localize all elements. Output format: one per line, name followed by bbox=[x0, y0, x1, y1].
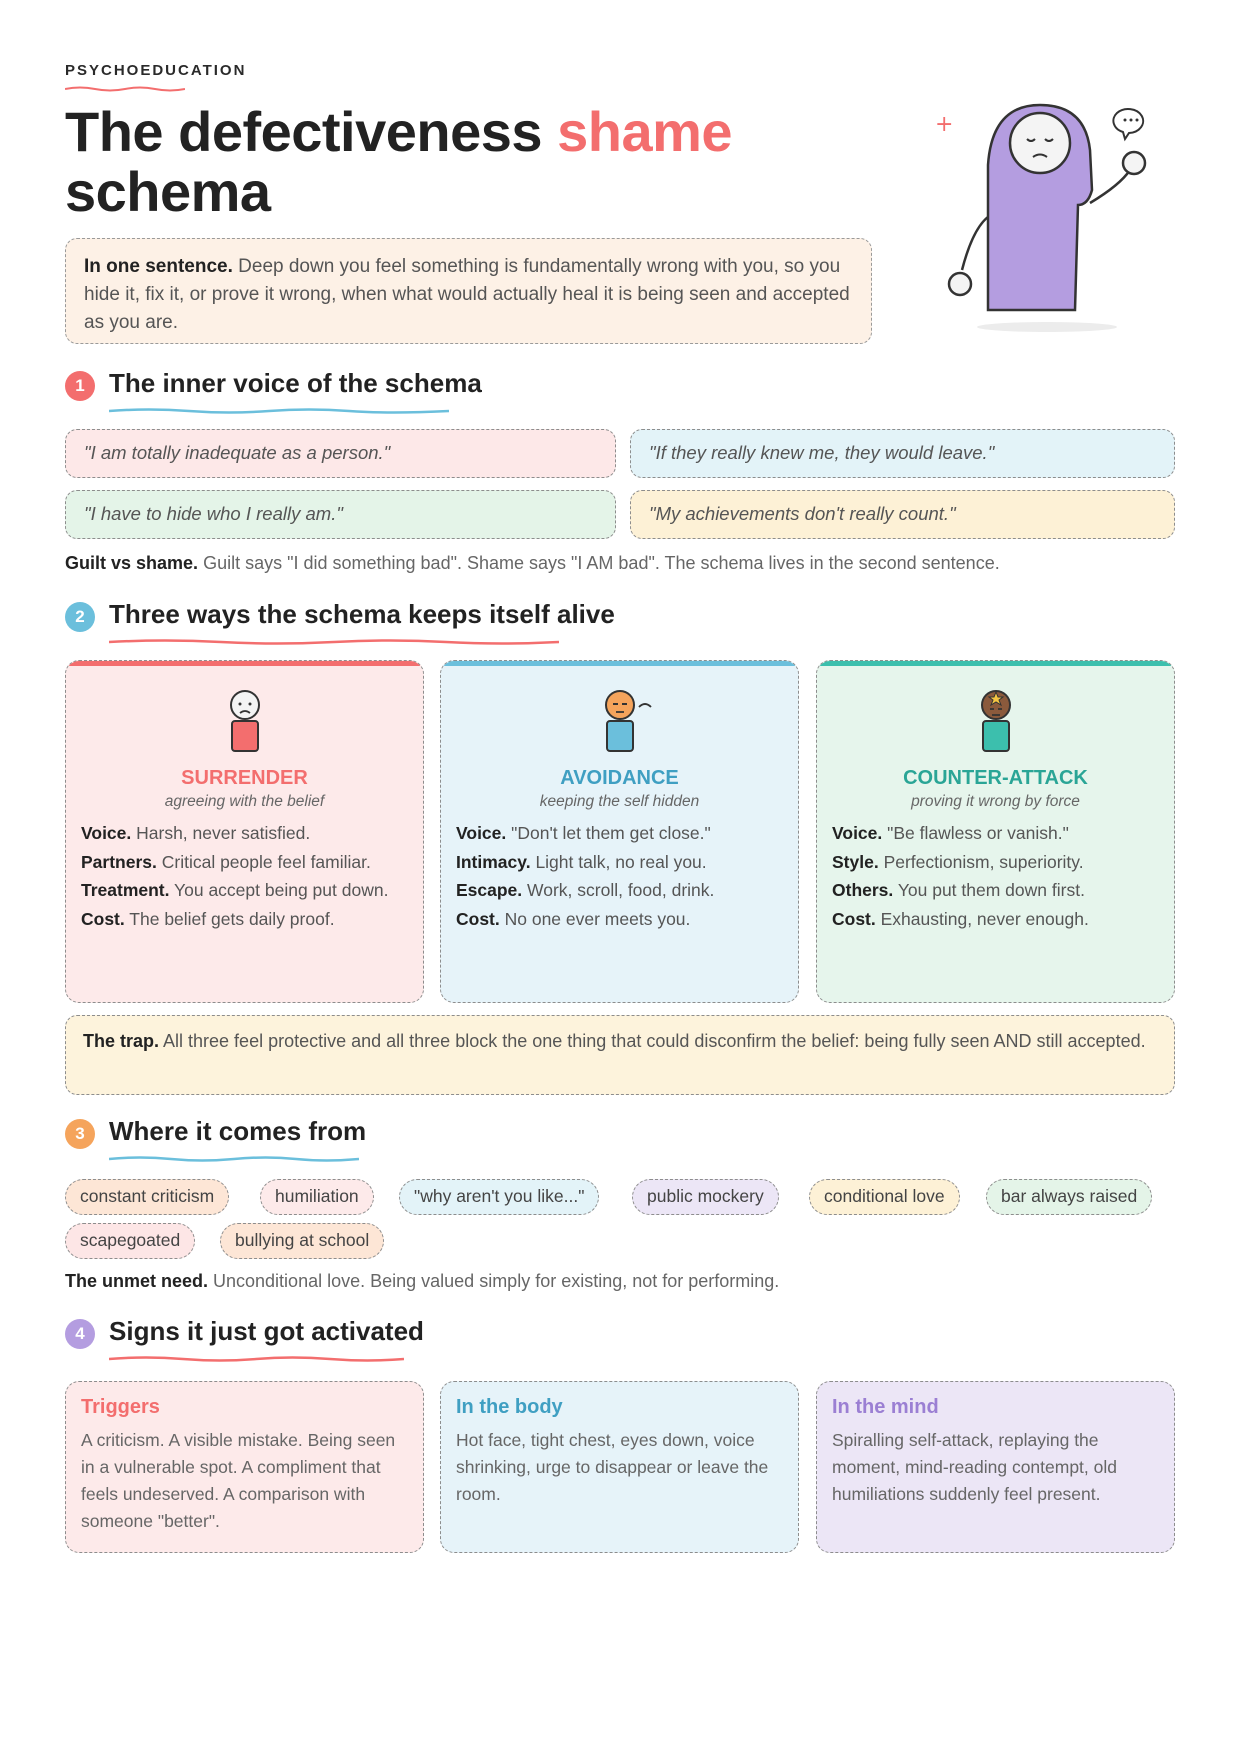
card-accent-bar bbox=[441, 661, 798, 666]
unmet-need-note: The unmet need. Unconditional love. Being valued simply for existing, not for performing. bbox=[65, 1271, 780, 1291]
mode-title: SURRENDER bbox=[181, 767, 308, 789]
sign-text: A criticism. A visible mistake. Being seen in a vulnerable spot. A compliment that feels undeserved. A comparison with someone "better". bbox=[81, 1430, 396, 1531]
mode-row: Style. Perfectionism, superiority. bbox=[832, 851, 1084, 872]
summary-text: Deep down you feel something is fundamentally wrong with you, so you hide it, fix it, or prove it wrong, when what would actually heal it is being seen and accepted as you are. bbox=[84, 256, 850, 333]
mode-row: Partners. Critical people feel familiar. bbox=[81, 851, 371, 872]
card-accent-bar bbox=[817, 661, 1174, 666]
mode-card-counter-attack bbox=[816, 660, 1175, 1003]
section-underline bbox=[109, 1354, 404, 1364]
summary-box bbox=[65, 238, 872, 344]
belief-quote: "I am totally inadequate as a person." bbox=[65, 429, 616, 478]
origin-chip: conditional love bbox=[809, 1179, 960, 1215]
page-title: The defectiveness shame schema bbox=[65, 100, 733, 223]
mode-row: Cost. The belief gets daily proof. bbox=[81, 908, 335, 929]
sign-card-triggers bbox=[65, 1381, 424, 1553]
section-title: Where it comes from bbox=[109, 1116, 367, 1146]
mode-row: Treatment. You accept being put down. bbox=[81, 880, 389, 900]
origin-chip: bar always raised bbox=[986, 1179, 1152, 1215]
mode-details bbox=[81, 821, 411, 935]
mode-row: Intimacy. Light talk, no real you. bbox=[456, 851, 707, 872]
guilt-vs-shame-note: Guilt vs shame. Guilt says "I did something bad". Shame says "I AM bad". The schema lives in the second sentence. bbox=[65, 553, 1000, 573]
section-title: Signs it just got activated bbox=[109, 1316, 424, 1346]
trap-callout: The trap. All three feel protective and all three block the one thing that could disconfirm the belief: being fully seen AND still accepted. bbox=[65, 1015, 1175, 1095]
section-number-badge: 1 bbox=[65, 371, 95, 401]
mode-row: Cost. Exhausting, never enough. bbox=[832, 908, 1089, 929]
eyebrow-underline bbox=[65, 84, 185, 94]
origin-chip: "why aren't you like..." bbox=[399, 1179, 599, 1215]
sign-card-mind bbox=[816, 1381, 1175, 1553]
mode-subtitle: proving it wrong by force bbox=[911, 793, 1080, 810]
mode-row: Voice. Harsh, never satisfied. bbox=[81, 823, 311, 843]
origin-chip: humiliation bbox=[260, 1179, 374, 1215]
belief-quote: "My achievements don't really count." bbox=[630, 490, 1175, 539]
mode-details bbox=[456, 821, 786, 935]
mode-card-avoidance bbox=[440, 660, 799, 1003]
origin-chip: bullying at school bbox=[220, 1223, 384, 1259]
mode-details bbox=[832, 821, 1162, 935]
hooded-figure-illustration bbox=[920, 95, 1220, 345]
mode-card-surrender bbox=[65, 660, 424, 1003]
sign-title: Triggers bbox=[81, 1396, 160, 1418]
mode-row: Voice. "Don't let them get close." bbox=[456, 823, 711, 843]
origin-chip: constant criticism bbox=[65, 1179, 229, 1215]
star-crown-figure-icon bbox=[971, 687, 1021, 753]
mode-row: Escape. Work, scroll, food, drink. bbox=[456, 880, 715, 900]
section-title: Three ways the schema keeps itself alive bbox=[109, 599, 615, 629]
mode-row: Cost. No one ever meets you. bbox=[456, 908, 691, 929]
section-underline bbox=[109, 1154, 359, 1164]
section-number-badge: 4 bbox=[65, 1319, 95, 1349]
summary-label: In one sentence. bbox=[84, 256, 233, 277]
belief-quote: "I have to hide who I really am." bbox=[65, 490, 616, 539]
mode-subtitle: keeping the self hidden bbox=[539, 793, 700, 810]
mode-title: AVOIDANCE bbox=[560, 767, 679, 789]
glancing-away-figure-icon bbox=[595, 687, 665, 753]
belief-quote: "If they really knew me, they would leave." bbox=[630, 429, 1175, 478]
mode-subtitle: agreeing with the belief bbox=[164, 793, 325, 810]
section-underline bbox=[109, 637, 559, 647]
title-accent: shame bbox=[557, 100, 733, 163]
sad-figure-icon bbox=[220, 687, 270, 753]
section-underline bbox=[109, 406, 449, 416]
card-accent-bar bbox=[66, 661, 423, 666]
eyebrow-label: PSYCHOEDUCATION bbox=[65, 62, 247, 79]
sign-card-body bbox=[440, 1381, 799, 1553]
svg-text:+: + bbox=[935, 112, 954, 137]
section-number-badge: 2 bbox=[65, 602, 95, 632]
mode-title: COUNTER-ATTACK bbox=[903, 767, 1088, 789]
origin-chip: scapegoated bbox=[65, 1223, 195, 1259]
mode-row: Voice. "Be flawless or vanish." bbox=[832, 823, 1069, 843]
sign-title: In the mind bbox=[832, 1396, 939, 1418]
section-title: The inner voice of the schema bbox=[109, 368, 482, 398]
section-number-badge: 3 bbox=[65, 1119, 95, 1149]
origin-chip: public mockery bbox=[632, 1179, 779, 1215]
sign-title: In the body bbox=[456, 1396, 563, 1418]
sign-text: Hot face, tight chest, eyes down, voice shrinking, urge to disappear or leave the room. bbox=[456, 1430, 769, 1504]
mode-row: Others. You put them down first. bbox=[832, 880, 1085, 900]
sign-text: Spiralling self-attack, replaying the moment, mind-reading contempt, old humiliations suddenly feel present. bbox=[832, 1430, 1117, 1504]
